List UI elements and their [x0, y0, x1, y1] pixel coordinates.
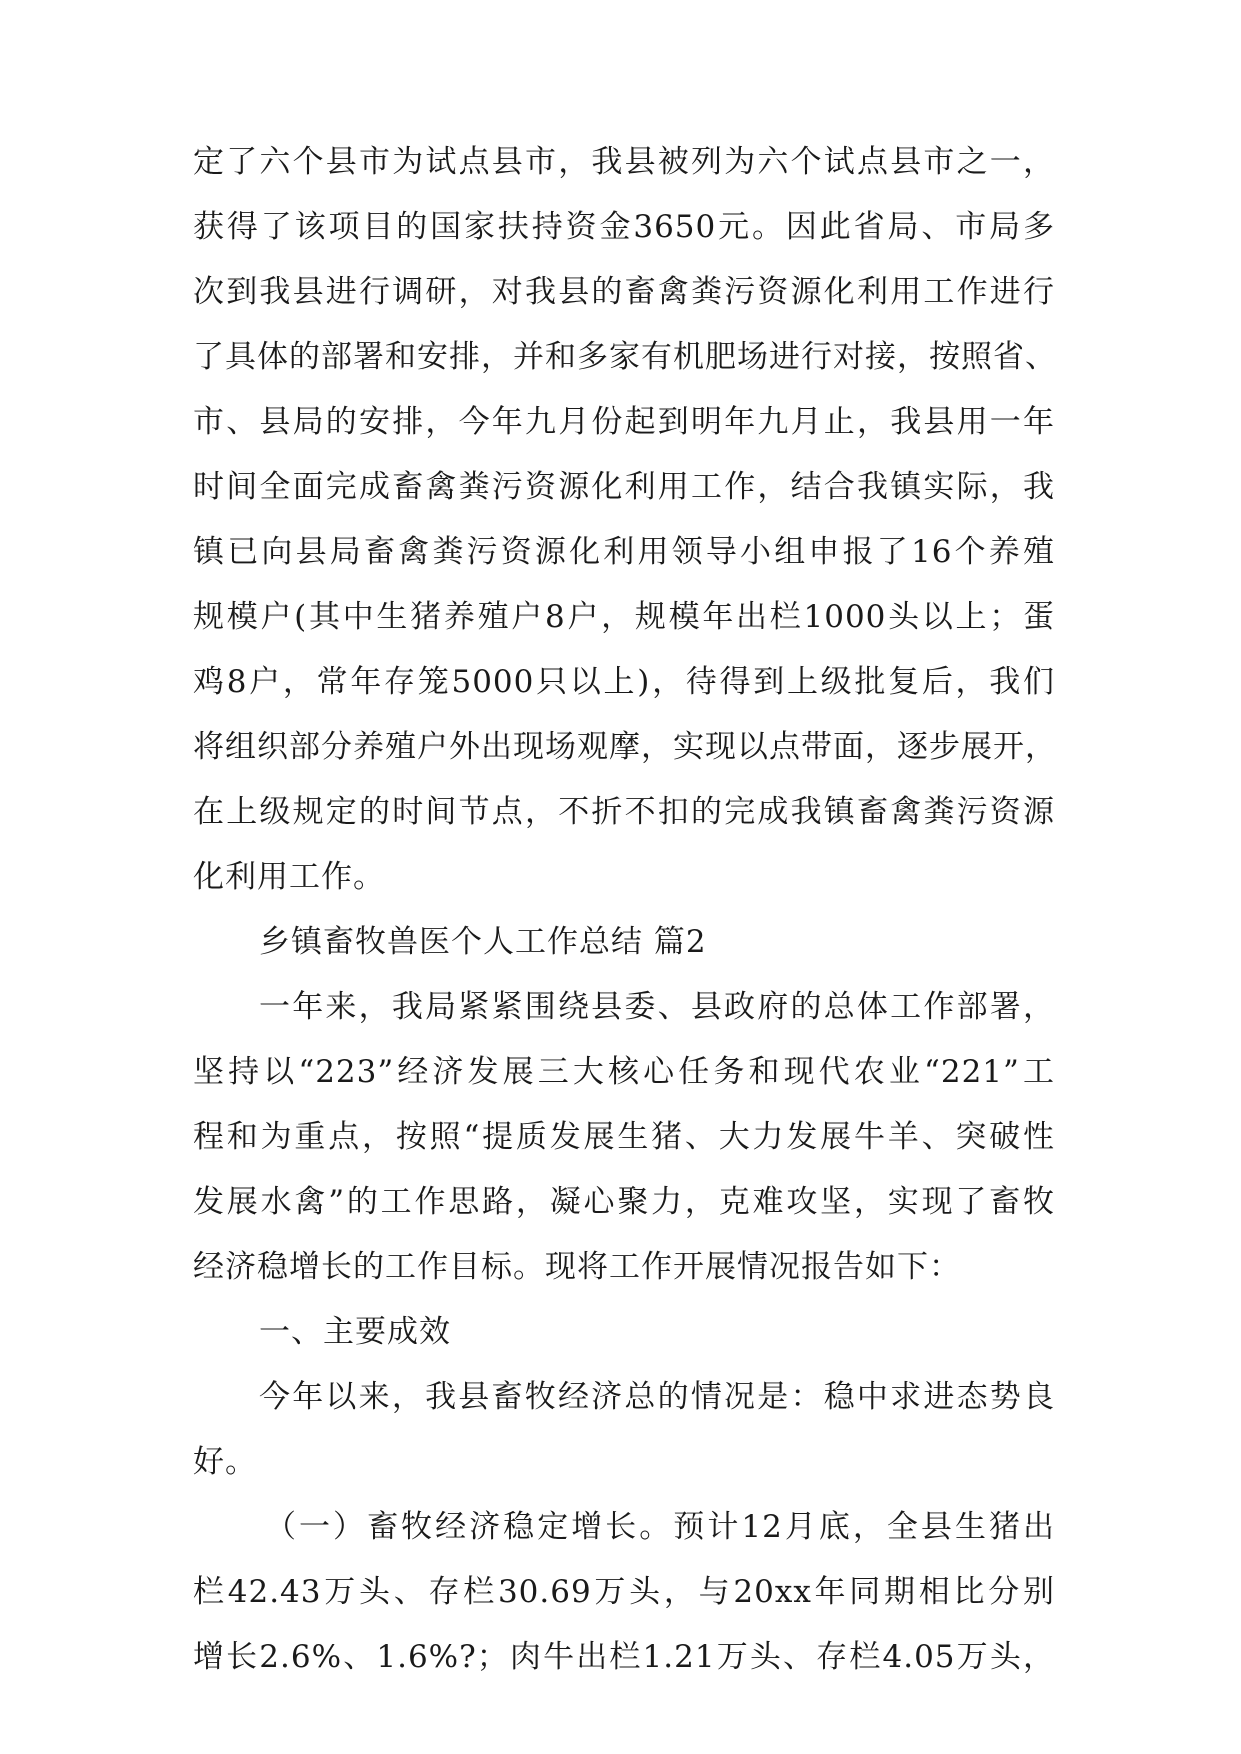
text-line: 一年来，我局紧紧围绕县委、县政府的总体工作部署， — [259, 989, 1055, 1025]
text-line: （一）畜牧经济稳定增长。预计12月底，全县生猪出 — [265, 1509, 1055, 1545]
section-heading: 乡镇畜牧兽医个人工作总结 篇2 — [259, 924, 707, 960]
text-line: 镇已向县局畜禽粪污资源化利用领导小组申报了16个养殖 — [193, 534, 1055, 570]
text-line: 栏42.43万头、存栏30.69万头，与20xx年同期相比分别 — [193, 1574, 1055, 1610]
text-line: 经济稳增长的工作目标。现将工作开展情况报告如下： — [193, 1249, 961, 1285]
text-line: 获得了该项目的国家扶持资金3650元。因此省局、市局多 — [193, 209, 1055, 245]
document-body — [193, 130, 1055, 1690]
text-line: 化利用工作。 — [193, 859, 385, 895]
text-line: 在上级规定的时间节点，不折不扣的完成我镇畜禽粪污资源 — [193, 794, 1055, 830]
text-line: 鸡8户，常年存笼5000只以上)，待得到上级批复后，我们 — [193, 664, 1055, 700]
text-line: 增长2.6%、1.6%?；肉牛出栏1.21万头、存栏4.05万头， — [193, 1639, 1055, 1675]
text-line: 好。 — [193, 1444, 257, 1480]
text-line: 程和为重点，按照“提质发展生猪、大力发展牛羊、突破性 — [193, 1119, 1055, 1155]
text-line: 市、县局的安排，今年九月份起到明年九月止，我县用一年 — [193, 404, 1055, 440]
text-line: 将组织部分养殖户外出现场观摩，实现以点带面，逐步展开， — [193, 729, 1057, 765]
text-line: 了具体的部署和安排，并和多家有机肥场进行对接，按照省、 — [193, 339, 1057, 375]
text-line: 发展水禽”的工作思路，凝心聚力，克难攻坚，实现了畜牧 — [193, 1184, 1055, 1220]
text-line: 今年以来，我县畜牧经济总的情况是：稳中求进态势良 — [259, 1379, 1055, 1415]
text-line: 定了六个县市为试点县市，我县被列为六个试点县市之一， — [193, 144, 1055, 180]
text-line: 时间全面完成畜禽粪污资源化利用工作，结合我镇实际，我 — [193, 469, 1055, 505]
text-line: 规模户(其中生猪养殖户8户，规模年出栏1000头以上；蛋 — [193, 599, 1055, 635]
text-line: 坚持以“223”经济发展三大核心任务和现代农业“221”工 — [193, 1054, 1055, 1090]
text-line: 次到我县进行调研，对我县的畜禽粪污资源化利用工作进行 — [193, 274, 1055, 310]
subsection-heading: 一、主要成效 — [259, 1314, 451, 1350]
